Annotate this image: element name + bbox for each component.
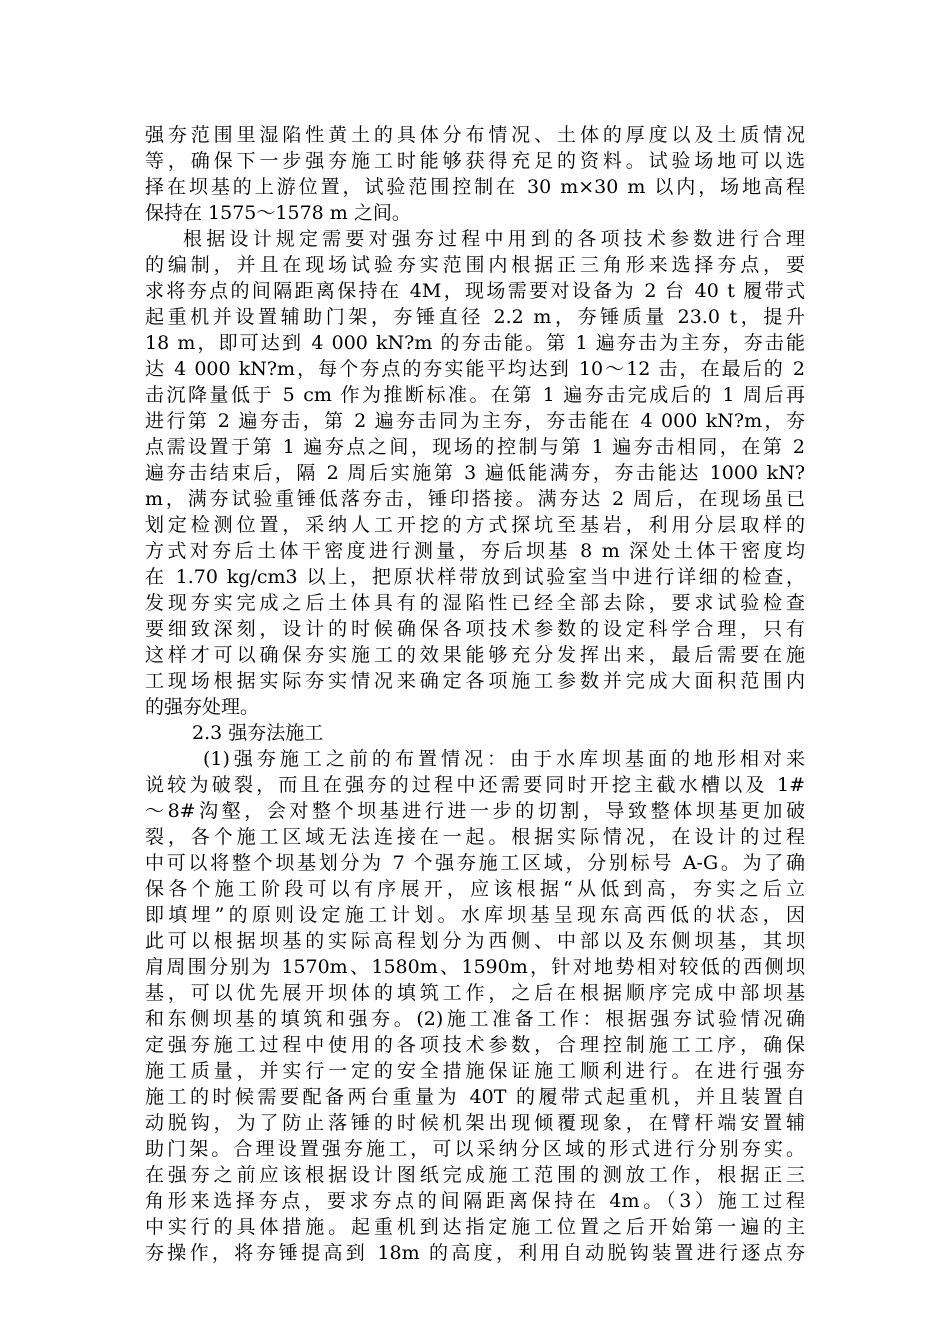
text-line: 在强夯之前应该根据设计图纸完成施工范围的测放工作，根据正三 [145, 1164, 805, 1186]
text-line: 施工质量，并实行一定的安全措施保证施工顺利进行。在进行强夯 [145, 1060, 805, 1082]
text-line: 和东侧坝基的填筑和强夯。(2)施工准备工作：根据强夯试验情况确 [145, 1008, 805, 1030]
text-line: 此可以根据坝基的实际高程划分为西侧、中部以及东侧坝基，其坝 [145, 930, 805, 952]
text-line: 肩周围分别为 1570m、1580m、1590m，针对地势相对较低的西侧坝 [145, 956, 805, 978]
text-line: 择在坝基的上游位置，试验范围控制在 30 m×30 m 以内，场地高程 [145, 176, 805, 198]
text-line: 基，可以优先展开坝体的填筑工作，之后在根据顺序完成中部坝基 [145, 982, 805, 1004]
text-line: 说较为破裂，而且在强夯的过程中还需要同时开挖主截水槽以及 1# [145, 774, 805, 796]
text-line: 18 m，即可达到 4 000 kN?m 的夯击能。第 1 遍夯击为主夯，夯击能 [145, 332, 805, 354]
text-line: 划定检测位置，采纳人工开挖的方式探坑至基岩，利用分层取样的 [145, 514, 805, 536]
text-line: m，满夯试验重锤低落夯击，锤印搭接。满夯达 2 周后，在现场虽已 [145, 488, 805, 510]
text-line: 点需设置于第 1 遍夯点之间，现场的控制与第 1 遍夯击相同，在第 2 [145, 436, 805, 458]
text-line: 定强夯施工过程中使用的各项技术参数，合理控制施工工序，确保 [145, 1034, 805, 1056]
text-line: 击沉降量低于 5 cm 作为推断标准。在第 1 遍夯击完成后的 1 周后再 [145, 384, 805, 406]
text-line: 动脱钩，为了防止落锤的时候机架出现倾覆现象，在臂杆端安置辅 [145, 1112, 805, 1134]
text-line: 保各个施工阶段可以有序展开，应该根据“从低到高，夯实之后立 [145, 878, 805, 900]
text-line: 发现夯实完成之后土体具有的湿陷性已经全部去除，要求试验检查 [145, 592, 805, 614]
text-line: 即填埋”的原则设定施工计划。水库坝基呈现东高西低的状态，因 [145, 904, 805, 926]
text-line: 等，确保下一步强夯施工时能够获得充足的资料。试验场地可以选 [145, 150, 805, 172]
text-line: 要细致深刻，设计的时候确保各项技术参数的设定科学合理，只有 [145, 618, 805, 640]
text-line: 这样才可以确保夯实施工的效果能够充分发挥出来，最后需要在施 [145, 644, 805, 666]
paragraph-first-line: (1)强夯施工之前的布置情况：由于水库坝基面的地形相对来 [203, 748, 805, 770]
text-line: 达 4 000 kN?m，每个夯点的夯实能平均达到 10～12 击，在最后的 2 [145, 358, 805, 380]
text-line: 施工的时候需要配备两台重量为 40T 的履带式起重机，并且装置自 [145, 1086, 805, 1108]
section-heading: 2.3 强夯法施工 [192, 722, 324, 744]
text-line: 保持在 1575～1578 m 之间。 [145, 202, 411, 224]
text-line: 起重机并设置辅助门架，夯锤直径 2.2 m，夯锤质量 23.0 t，提升 [145, 306, 805, 328]
paragraph-first-line: 根据设计规定需要对强夯过程中用到的各项技术参数进行合理 [183, 228, 805, 250]
text-line: 的强夯处理。 [145, 696, 260, 718]
text-line: 进行第 2 遍夯击，第 2 遍夯击同为主夯，夯击能在 4 000 kN?m，夯 [145, 410, 805, 432]
body-text [145, 122, 805, 1266]
text-line: 角形来选择夯点，要求夯点的间隔距离保持在 4m。（3）施工过程 [145, 1190, 805, 1212]
text-line: ～8#沟壑，会对整个坝基进行进一步的切割，导致整体坝基更加破 [145, 800, 805, 822]
text-line: 中可以将整个坝基划分为 7 个强夯施工区域，分别标号 A-G。为了确 [145, 852, 805, 874]
text-line: 求将夯点的间隔距离保持在 4M，现场需要对设备为 2 台 40 t 履带式 [145, 280, 805, 302]
text-line: 助门架。合理设置强夯施工，可以采纳分区域的形式进行分别夯实。 [145, 1138, 805, 1160]
text-line: 遍夯击结束后，隔 2 周后实施第 3 遍低能满夯，夯击能达 1000 kN? [145, 462, 805, 484]
text-line: 中实行的具体措施。起重机到达指定施工位置之后开始第一遍的主 [145, 1216, 805, 1238]
text-line: 的编制，并且在现场试验夯实范围内根据正三角形来选择夯点，要 [145, 254, 805, 276]
text-line: 工现场根据实际夯实情况来确定各项施工参数并完成大面积范围内 [145, 670, 805, 692]
text-line: 在 1.70 kg/cm3 以上，把原状样带放到试验室当中进行详细的检查， [145, 566, 805, 588]
text-line: 裂，各个施工区域无法连接在一起。根据实际情况，在设计的过程 [145, 826, 805, 848]
text-line: 夯操作，将夯锤提高到 18m 的高度，利用自动脱钩装置进行逐点夯 [145, 1242, 805, 1264]
text-line: 强夯范围里湿陷性黄土的具体分布情况、土体的厚度以及土质情况 [145, 124, 805, 146]
text-line: 方式对夯后土体干密度进行测量，夯后坝基 8 m 深处土体干密度均 [145, 540, 805, 562]
